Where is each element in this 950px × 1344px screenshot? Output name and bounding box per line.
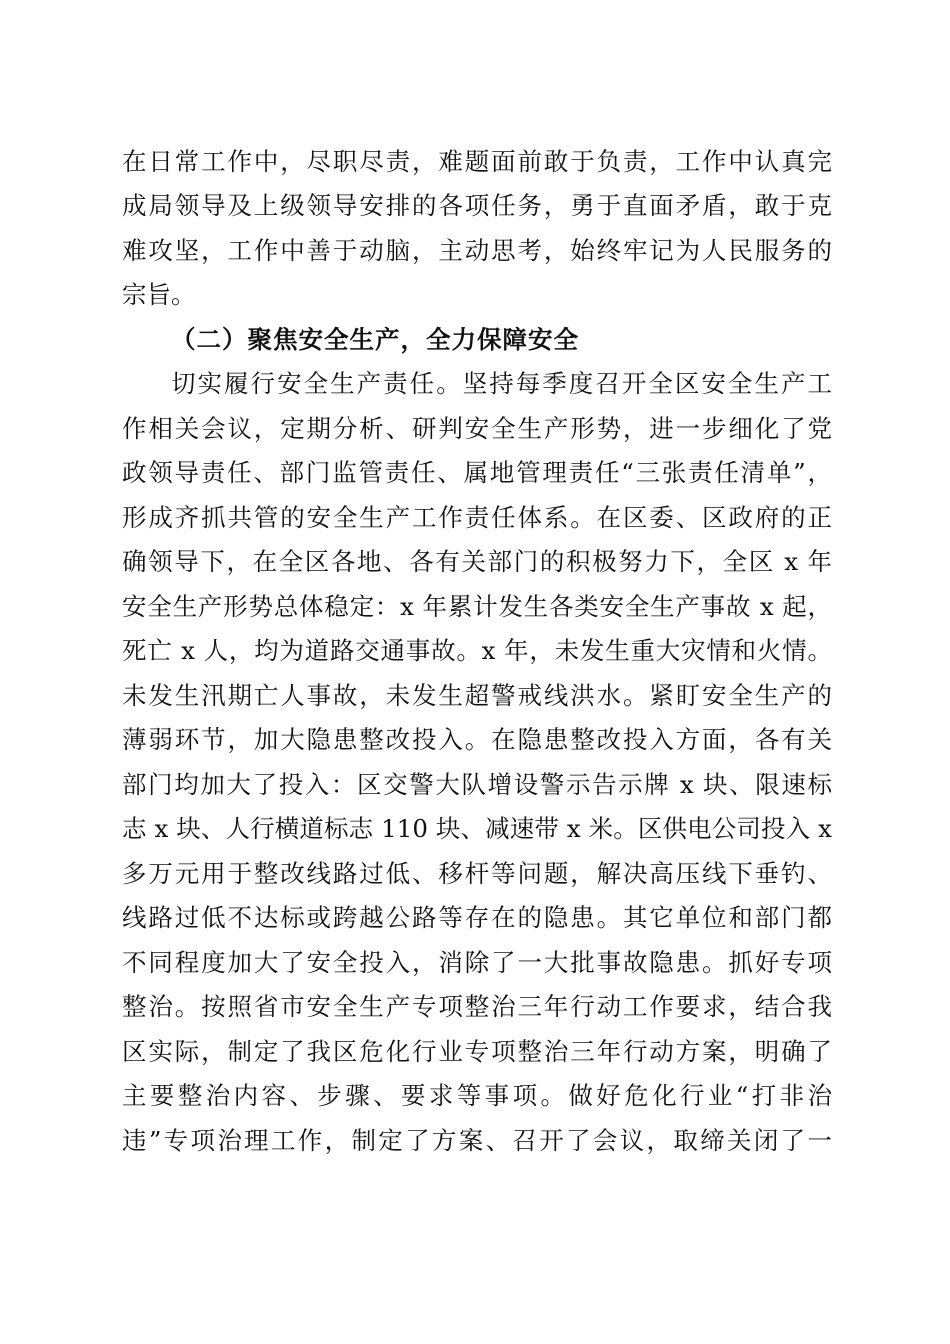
body-text-line: 作相关会议，定期分析、研判安全生产形势，进一步细化了党 <box>122 414 832 443</box>
body-text-line: 形成齐抓共管的安全生产工作责任体系。在区委、区政府的正 <box>122 503 832 532</box>
body-text-line: 薄弱环节，加大隐患整改投入。在隐患整改投入方面，各有关 <box>122 725 832 754</box>
body-text-line: 整治。按照省市安全生产专项整治三年行动工作要求，结合我 <box>122 992 832 1021</box>
body-text-line: 确领导下，在全区各地、各有关部门的积极努力下，全区 x 年 <box>122 547 832 576</box>
body-text-line: 区实际，制定了我区危化行业专项整治三年行动方案，明确了 <box>122 1037 832 1066</box>
section-heading: （二）聚焦安全生产，全力保障安全 <box>171 325 579 354</box>
body-text-line: 志 x 块、人行横道标志 110 块、减速带 x 米。区供电公司投入 x <box>122 814 832 843</box>
body-text-line: 不同程度加大了安全投入，消除了一大批事故隐患。抓好专项 <box>122 948 832 977</box>
body-text-line: 安全生产形势总体稳定：x 年累计发生各类安全生产事故 x 起， <box>122 592 832 621</box>
body-text-line: 成局领导及上级领导安排的各项任务，勇于直面矛盾，敢于克 <box>122 191 832 220</box>
body-text-line: 死亡 x 人，均为道路交通事故。x 年，未发生重大灾情和火情。 <box>122 636 832 665</box>
body-text-line: 在日常工作中，尽职尽责，难题面前敢于负责，工作中认真完 <box>122 147 832 176</box>
body-text-line: 多万元用于整改线路过低、移杆等问题，解决高压线下垂钓、 <box>122 859 832 888</box>
body-text-line: 违”专项治理工作，制定了方案、召开了会议，取缔关闭了一 <box>122 1126 832 1155</box>
body-text-line: 宗旨。 <box>122 280 196 309</box>
body-text-line: 主要整治内容、步骤、要求等事项。做好危化行业“打非治 <box>122 1081 832 1110</box>
body-text-line: 难攻坚，工作中善于动脑，主动思考，始终牢记为人民服务的 <box>122 236 832 265</box>
body-text-line: 政领导责任、部门监管责任、属地管理责任“三张责任清单”， <box>122 458 832 487</box>
body-text-line: 线路过低不达标或跨越公路等存在的隐患。其它单位和部门都 <box>122 903 832 932</box>
body-text-line: 切实履行安全生产责任。坚持每季度召开全区安全生产工 <box>171 369 832 398</box>
body-text-line: 未发生汛期亡人事故，未发生超警戒线洪水。紧盯安全生产的 <box>122 681 832 710</box>
body-text-line: 部门均加大了投入：区交警大队增设警示告示牌 x 块、限速标 <box>122 770 832 799</box>
